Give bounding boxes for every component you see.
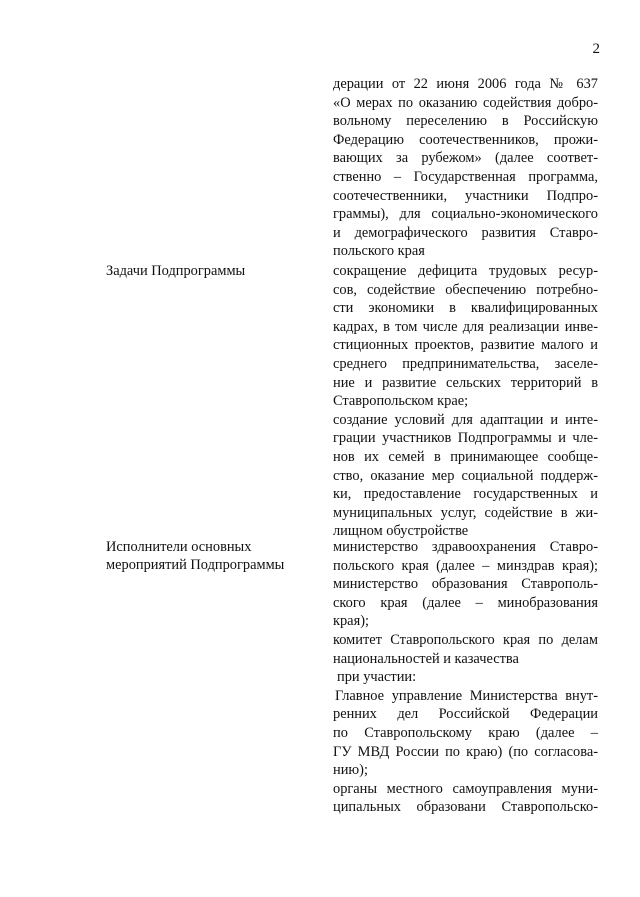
- tasks-text: [333, 262, 598, 541]
- text-line: муниципальных услуг, содействие в жи-: [333, 504, 598, 521]
- page-number: 2: [592, 41, 600, 57]
- text-line: нию);: [333, 762, 368, 779]
- text-line: «О мерах по оказанию содействия добро-: [333, 94, 598, 111]
- text-line: сов, содействие обеспечению потребно-: [333, 281, 598, 298]
- text-line: ГУ МВД России по краю) (по согласова-: [333, 743, 598, 760]
- text-line: края);: [333, 613, 369, 630]
- text-line: среднего предпринимательства, заселе-: [333, 355, 598, 372]
- text-line: вающих за рубежом» (далее соответ-: [333, 150, 598, 167]
- text-line: ципальных образовани Ставропольско-: [333, 799, 598, 816]
- text-line: ренних дел Российской Федерации: [333, 706, 598, 723]
- text-line: и демографического развития Ставро-: [333, 224, 598, 241]
- label-line: мероприятий Подпрограммы: [106, 557, 285, 574]
- text-line: национальностей и казачества: [333, 650, 519, 667]
- text-line: Ставропольском крае;: [333, 393, 469, 410]
- text-line: грации участников Подпрограммы и чле-: [333, 430, 598, 447]
- goal-continuation-text: [333, 75, 598, 261]
- executors-text: [333, 538, 598, 817]
- text-line: Федерацию соотечественников, прожи-: [333, 131, 598, 148]
- label-line: Исполнители основных: [106, 539, 252, 555]
- text-line: министерство здравоохранения Ставро-: [333, 539, 598, 555]
- label-line: Задачи Подпрограммы: [106, 263, 246, 279]
- text-line: дерации от 22 июня 2006 года № 637: [333, 76, 598, 92]
- text-line: Главное управление Министерства внут-: [335, 687, 598, 704]
- text-line: ки, предоставление государственных и: [333, 486, 598, 503]
- text-line: стиционных проектов, развитие малого и: [333, 337, 598, 354]
- text-line: ского края (далее – минобразования: [333, 594, 598, 611]
- text-line: нов их семей в принимающее сообще-: [333, 448, 598, 465]
- text-line: ство, оказание мер социальной поддерж-: [333, 467, 598, 484]
- executors-label: [106, 538, 321, 575]
- text-line: создание условий для адаптации и интe-: [333, 411, 598, 428]
- text-line: ственно – Государственная программа,: [333, 168, 598, 185]
- text-line: комитет Ставропольского края по делам: [333, 631, 598, 648]
- text-line: лищном обустройстве: [333, 523, 469, 540]
- text-line: польского края (далее – минздрав края);: [333, 557, 598, 574]
- text-line: вольному переселению в Российскую: [333, 113, 598, 130]
- text-line: сти экономики в квалифицированных: [333, 300, 598, 317]
- text-line: при участии:: [337, 669, 417, 686]
- text-line: кадрах, в том числе для реализации инве-: [333, 318, 598, 335]
- text-line: польского края: [333, 243, 425, 260]
- text-line: по Ставропольскому краю (далее –: [333, 724, 598, 741]
- text-line: органы местного самоуправления муни-: [333, 780, 598, 797]
- text-line: ние и развитие сельских территорий в: [333, 374, 598, 391]
- text-line: граммы), для социально-экономического: [333, 206, 598, 223]
- tasks-label: [106, 262, 321, 280]
- text-line: министерство образования Ставрополь-: [333, 576, 598, 593]
- text-line: соотечественники, участники Подпро-: [333, 187, 598, 204]
- text-line: сокращение дефицита трудовых ресур-: [333, 263, 598, 279]
